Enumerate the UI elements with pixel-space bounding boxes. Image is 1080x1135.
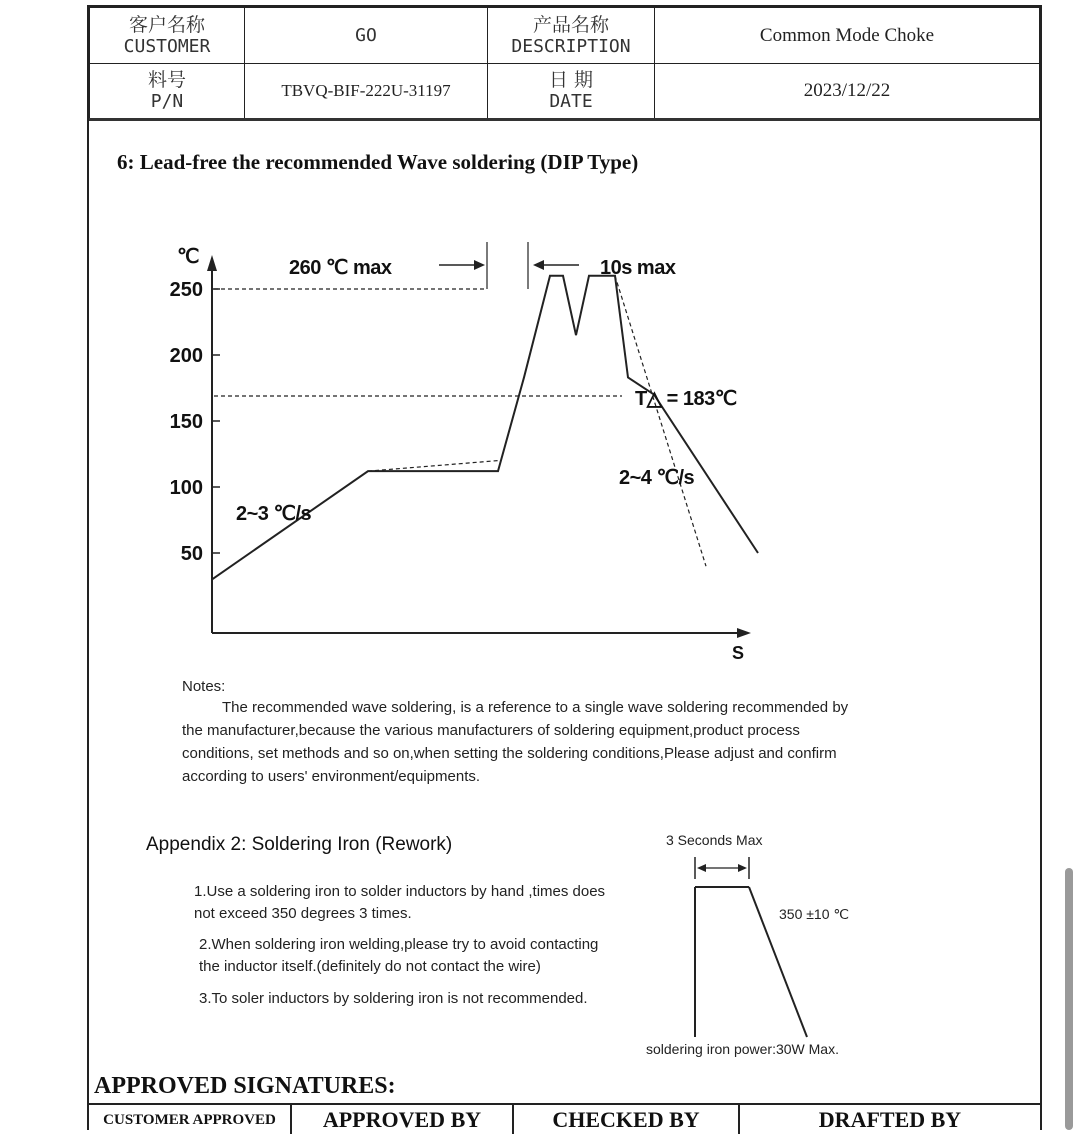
series-dashed-preheat	[368, 461, 498, 472]
date-label-cn: 日 期	[548, 69, 594, 91]
customer-approved-cell: CUSTOMER APPROVED	[89, 1105, 292, 1134]
notes-heading: Notes:	[182, 678, 226, 695]
description-label-en: DESCRIPTION	[511, 35, 631, 57]
appendix-title: Appendix 2: Soldering Iron (Rework)	[146, 834, 453, 855]
time-annotation: 10s max	[600, 257, 676, 279]
y-axis-unit: ℃	[177, 246, 199, 268]
y-axis-arrow	[207, 255, 217, 271]
section-title: 6: Lead-free the recommended Wave soldering (DIP Type)	[117, 150, 639, 174]
customer-value: GO	[355, 24, 377, 46]
description-value: Common Mode Choke	[759, 24, 935, 46]
iron-temp-label: 350 ±10 ℃	[779, 906, 850, 922]
iron-time-arrow-right	[738, 864, 747, 872]
approved-by-cell: APPROVED BY	[292, 1105, 514, 1134]
date-label-cell	[488, 64, 655, 119]
appendix-item-3: 3.To soler inductors by soldering iron is not recommended.	[199, 990, 588, 1007]
customer-label-cn: 客户名称	[128, 13, 205, 36]
customer-value-cell	[245, 8, 488, 64]
description-label-cell	[488, 8, 655, 64]
y-tick-label-50: 50	[180, 543, 203, 565]
date-value: 2023/12/22	[803, 80, 891, 101]
y-tick-label-250: 250	[169, 279, 203, 301]
y-tick-label-200: 200	[169, 345, 203, 367]
ta-annotation: T△ = 183℃	[635, 388, 737, 410]
pn-label-cn: 料号	[147, 69, 186, 91]
pn-value-cell	[245, 64, 488, 119]
customer-label-cell	[90, 8, 245, 64]
appendix-item-1: 1.Use a soldering iron to solder inductors by hand ,times does not exceed 350 degrees 3 times.	[194, 883, 606, 922]
header-divider	[89, 118, 1040, 121]
iron-power-label: soldering iron power:30W Max.	[646, 1041, 839, 1057]
ramp-down-annotation: 2~4 ℃/s	[619, 467, 695, 489]
pn-label-cell	[90, 64, 245, 119]
approved-signatures-title: APPROVED SIGNATURES:	[94, 1073, 396, 1099]
header-table	[89, 7, 1040, 119]
x-axis-arrow	[737, 628, 751, 638]
drafted-by-cell: DRAFTED BY	[818, 1107, 962, 1132]
series-dashed-cooling	[615, 276, 706, 566]
customer-label-en: CUSTOMER	[123, 35, 211, 57]
document-sheet	[87, 5, 1042, 1130]
wave-soldering-chart	[89, 227, 789, 677]
y-tick-label-150: 150	[169, 411, 203, 433]
description-value-cell	[655, 8, 1040, 64]
date-value-cell	[655, 64, 1040, 119]
peak-annotation: 260 ℃ max	[289, 257, 392, 279]
date-label-en: DATE	[549, 91, 593, 112]
iron-time-label: 3 Seconds Max	[666, 832, 763, 848]
ramp-up-annotation: 2~3 ℃/s	[236, 503, 312, 525]
time-arrow-right-head	[533, 260, 544, 270]
x-axis-unit: S	[732, 643, 744, 663]
appendix-item-2: 2.When soldering iron welding,please try to avoid contacting the inductor itself.(definitely do not contact the wire)	[199, 936, 599, 975]
signature-row	[89, 1103, 1040, 1134]
series-profile	[212, 276, 758, 580]
iron-time-arrow-left	[697, 864, 706, 872]
pn-value: TBVQ-BIF-222U-31197	[281, 81, 451, 100]
description-label-cn: 产品名称	[532, 13, 609, 36]
time-arrow-left-head	[474, 260, 485, 270]
soldering-iron-diagram	[669, 847, 869, 1047]
pn-label-en: P/N	[150, 91, 184, 112]
notes-body: The recommended wave soldering, is a reference to a single wave soldering recommended by the manufacturer,because the various manufacturers of soldering equipment,product process conditions, set methods and so on,when setting the soldering conditions,Please adjust and confirm according to users' environment/equipments.	[182, 699, 849, 785]
y-tick-label-100: 100	[169, 477, 203, 499]
vertical-scrollbar[interactable]	[1065, 868, 1073, 1130]
checked-by-cell: CHECKED BY	[514, 1105, 740, 1134]
